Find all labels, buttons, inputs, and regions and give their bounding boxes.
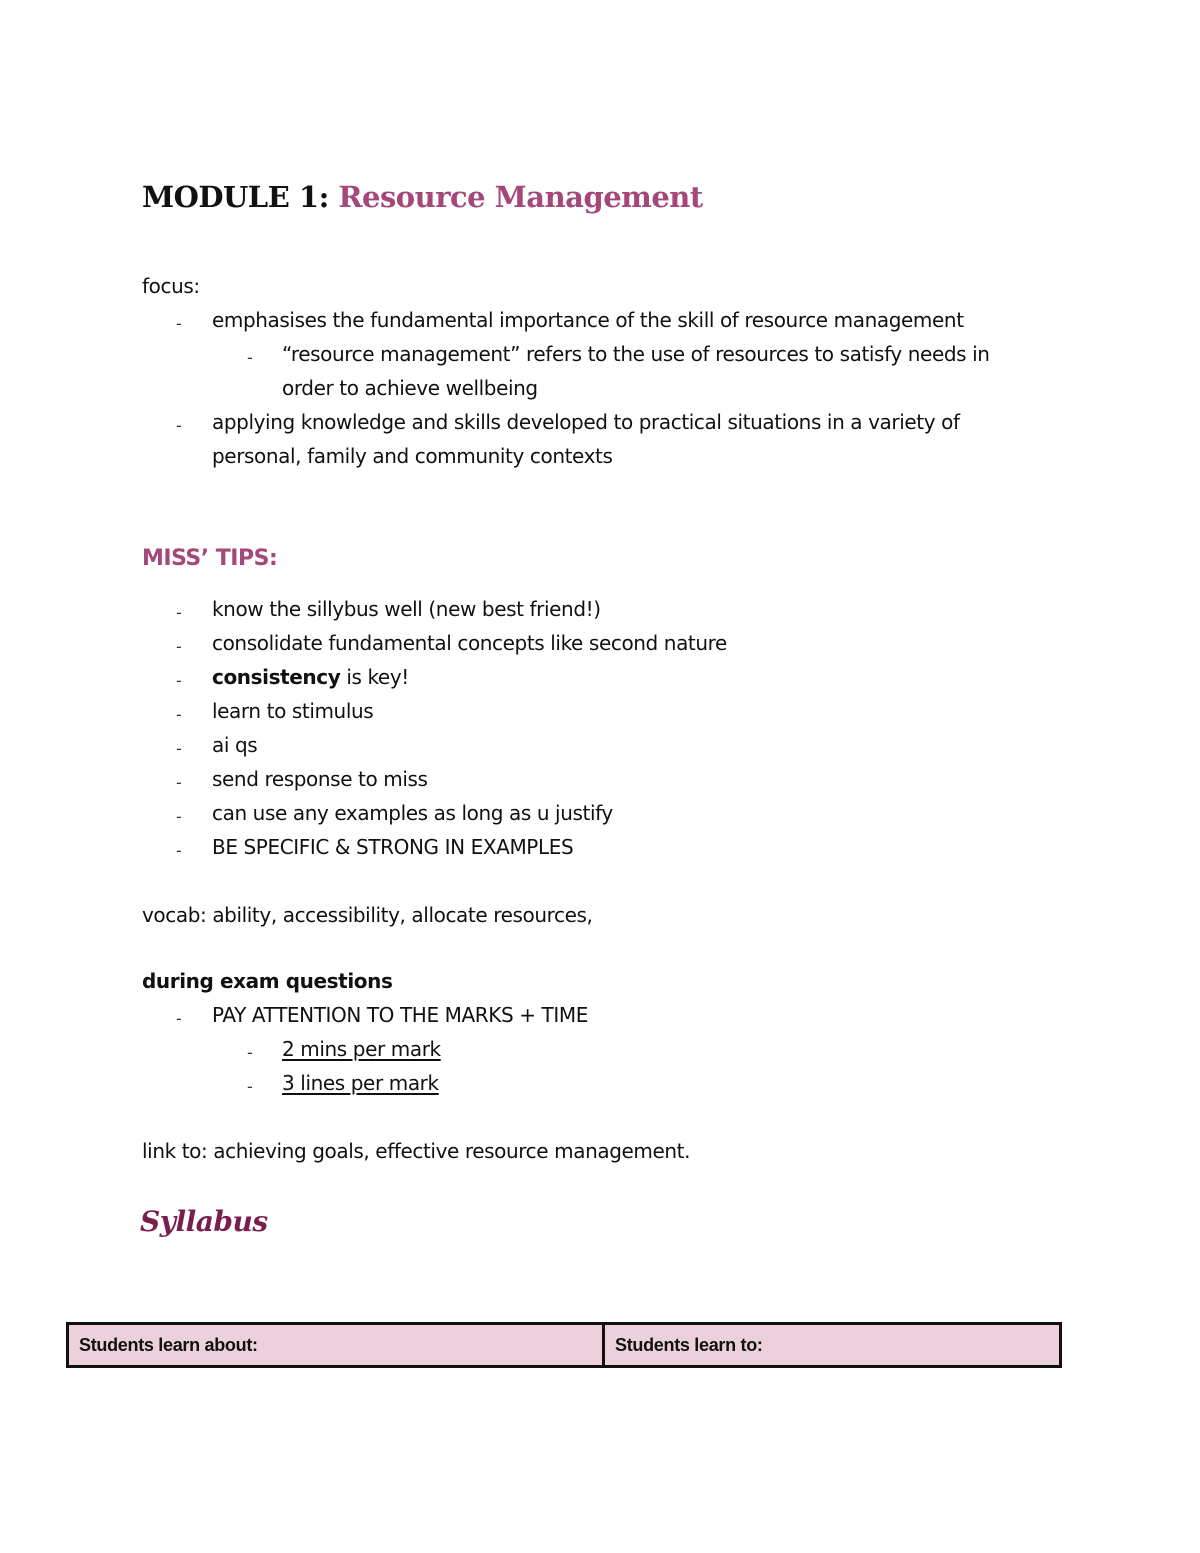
tip-item-3-rest: is key!	[340, 665, 409, 689]
focus-label: focus:	[142, 274, 200, 298]
table-header-learn-about: Students learn about:	[68, 1324, 604, 1367]
table-header-learn-to: Students learn to:	[604, 1324, 1061, 1367]
bullet-dash: -	[176, 705, 182, 724]
link-to-line: link to: achieving goals, effective resource management.	[142, 1139, 691, 1163]
bullet-dash: -	[176, 1009, 182, 1028]
tip-item-1: know the sillybus well (new best friend!)	[212, 597, 601, 621]
focus-item-2-line-2: personal, family and community contexts	[212, 444, 613, 468]
bullet-dash: -	[247, 348, 253, 367]
focus-item-1: emphasises the fundamental importance of the skill of resource management	[212, 308, 964, 332]
page-title	[142, 180, 703, 214]
tip-item-4: learn to stimulus	[212, 699, 374, 723]
tip-item-7: can use any examples as long as u justify	[212, 801, 613, 825]
bullet-dash: -	[176, 637, 182, 656]
tip-item-3-bold: consistency	[212, 665, 341, 689]
title-accent: Resource Management	[338, 180, 703, 214]
exam-heading: during exam questions	[142, 969, 393, 993]
tip-item-8: BE SPECIFIC & STRONG IN EXAMPLES	[212, 835, 574, 859]
focus-subitem-1-line-1: “resource management” refers to the use of resources to satisfy needs in	[282, 342, 990, 366]
bullet-dash: -	[176, 841, 182, 860]
exam-subitem-2: 3 lines per mark	[282, 1071, 439, 1095]
tips-heading: MISS’ TIPS:	[142, 546, 278, 571]
bullet-dash: -	[247, 1077, 253, 1096]
focus-subitem-1-line-2: order to achieve wellbeing	[282, 376, 538, 400]
bullet-dash: -	[176, 807, 182, 826]
bullet-dash: -	[176, 671, 182, 690]
bullet-dash: -	[247, 1043, 253, 1062]
bullet-dash: -	[176, 739, 182, 758]
syllabus-table	[66, 1322, 1062, 1368]
vocab-line: vocab: ability, accessibility, allocate resources,	[142, 903, 593, 927]
table-header-row	[68, 1324, 1061, 1367]
bullet-dash: -	[176, 603, 182, 622]
tip-item-3	[212, 660, 409, 694]
bullet-dash: -	[176, 773, 182, 792]
tip-item-6: send response to miss	[212, 767, 428, 791]
exam-subitem-1: 2 mins per mark	[282, 1037, 441, 1061]
tip-item-2: consolidate fundamental concepts like second nature	[212, 631, 727, 655]
syllabus-heading: Syllabus	[140, 1205, 268, 1238]
bullet-dash: -	[176, 314, 182, 333]
tip-item-5: ai qs	[212, 733, 258, 757]
exam-item: PAY ATTENTION TO THE MARKS + TIME	[212, 1003, 588, 1027]
bullet-dash: -	[176, 416, 182, 435]
title-prefix: MODULE 1:	[142, 180, 329, 214]
focus-item-2-line-1: applying knowledge and skills developed to practical situations in a variety of	[212, 410, 960, 434]
